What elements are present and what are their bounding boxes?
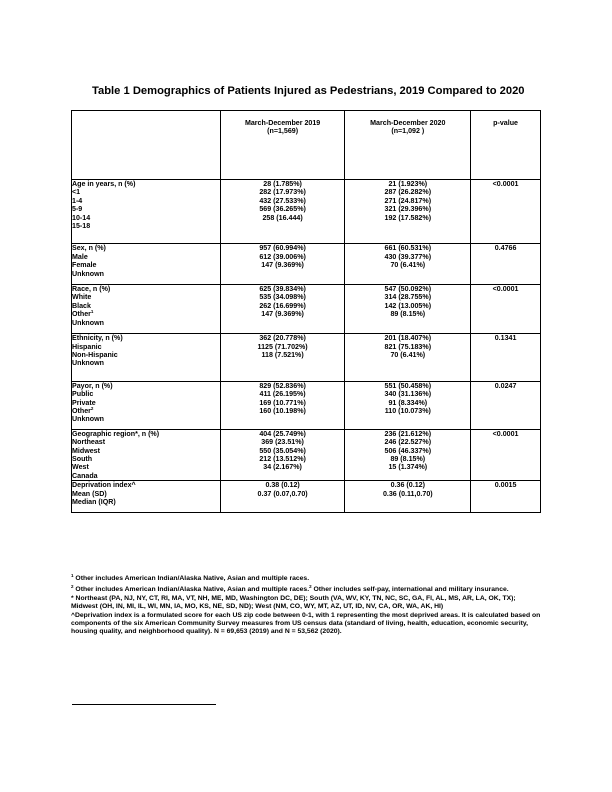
footnote-2-text: Other includes American Indian/Alaska Native, Asian and multiple races.: [73, 586, 310, 594]
values-2019: [220, 180, 345, 244]
value-2019: 535 (34.098%): [259, 293, 306, 302]
value-2020: 246 (22.527%): [384, 438, 432, 447]
header-2019: [220, 111, 345, 180]
row-label-text: 10-14: [72, 213, 91, 222]
row-label-text: Unknown: [72, 318, 104, 327]
footnote-2-mark: 2: [71, 584, 74, 590]
row-label-text: West: [72, 463, 89, 472]
value-2019: 432 (27.533%): [259, 196, 306, 205]
row-label-text: Unknown: [72, 415, 104, 424]
value-2019: 0.37 (0.07,0.70): [257, 489, 308, 498]
row-label: [72, 463, 220, 471]
row-label-text: South: [72, 454, 93, 463]
section-title: Geographic region*, n (%): [72, 429, 160, 438]
row-label-text: Hispanic: [72, 342, 102, 351]
values-2019: [220, 429, 345, 480]
row-label-text: Female: [72, 261, 97, 270]
footnote-region: * Northeast (PA, NJ, NY, CT, RI, MA, VT, NH, ME, MD, Washington DC, DE); South (VA, WV, KY, TN, NC, SC, GA, Fl, AL, MS, AR, LA, OK, TX); Midwest (OH, IN, MI, IL, WI, MN, IA, MO, KS, NE, SD, ND); West (NM, CO, WY, MT, AZ, UT, ID, NV, CA, OR, WA, AK, HI): [71, 594, 516, 611]
value-2019: 612 (39.006%): [259, 252, 306, 261]
value-2020: 661 (60.531%): [384, 244, 432, 253]
row-label-footnote-mark: 1: [90, 309, 94, 315]
section-row: [72, 285, 541, 334]
row-label-text: 1-4: [72, 196, 83, 205]
footnote-separator: [72, 704, 216, 705]
row-label: [72, 270, 220, 278]
value-2020: 430 (39.377%): [384, 252, 432, 261]
row-label: [72, 214, 220, 222]
row-label-text: Northeast: [72, 438, 106, 447]
value-2019: 258 (16.444): [262, 213, 303, 222]
value-2020: 110 (10.073%): [384, 406, 431, 415]
row-label: [72, 447, 220, 455]
row-label: [72, 188, 220, 196]
row-label: [72, 197, 220, 205]
row-label: [72, 455, 220, 463]
footnote-2b-mark: 2: [309, 584, 312, 590]
section-pvalue: 0.0247: [471, 381, 541, 429]
row-label-text: Median (IQR): [72, 498, 116, 506]
row-label: [72, 222, 220, 230]
row-label: [72, 390, 220, 398]
value-2020: 340 (31.136%): [384, 390, 432, 399]
header-2019-period: March-December 2019: [244, 119, 321, 127]
value-2019: 0.38 (0.12): [265, 481, 300, 490]
values-2020: [345, 429, 471, 480]
value-2019: 28 (1.785%): [263, 180, 302, 188]
row-label-footnote-mark: 2: [90, 405, 94, 411]
value-2020: 287 (26.282%): [384, 188, 432, 197]
value-2019: 829 (52.836%): [259, 381, 306, 390]
value-2019: 550 (35.054%): [259, 446, 306, 455]
values-2019: [220, 285, 345, 334]
row-label-text: Black: [72, 301, 91, 310]
values-2019: [220, 334, 345, 382]
value-2019: 625 (39.834%): [259, 285, 306, 294]
row-label: [72, 438, 220, 446]
row-label-text: Canada: [72, 471, 98, 480]
values-2020: [345, 334, 471, 382]
footnote-1-mark: 1: [71, 573, 74, 578]
row-label-text: <1: [72, 188, 81, 197]
section-row: [72, 481, 541, 513]
values-2020: [345, 285, 471, 334]
footnote-1: [71, 575, 541, 583]
values-2020: [345, 481, 471, 513]
values-2020: [345, 381, 471, 429]
row-label: [72, 343, 220, 351]
value-2019: 34 (2.167%): [263, 463, 302, 472]
values-2019: [220, 244, 345, 285]
row-label-text: 5-9: [72, 205, 83, 214]
value-2019: 957 (60.994%): [259, 244, 306, 253]
row-label-text: White: [72, 293, 92, 302]
row-label: [72, 359, 220, 367]
section-row: [72, 429, 541, 480]
value-2019: 1125 (71.702%): [257, 342, 308, 351]
section-pvalue: <0.0001: [471, 180, 541, 244]
value-2019: 369 (23.51%): [261, 438, 304, 447]
demographics-table: [71, 110, 541, 513]
value-2020: 91 (8.334%): [388, 398, 428, 407]
row-label-text: Other: [72, 406, 91, 415]
row-label-text: Non-Hispanic: [72, 350, 118, 359]
section-labels: [72, 244, 221, 285]
section-title: Age in years, n (%): [72, 180, 136, 188]
section-labels: [72, 285, 221, 334]
value-2020: 321 (29.396%): [384, 205, 432, 214]
section-pvalue: 0.4766: [471, 244, 541, 285]
footnote-2: [71, 586, 541, 594]
value-2019: 569 (36.265%): [259, 205, 306, 214]
values-2019: [220, 381, 345, 429]
section-title: Race, n (%): [72, 285, 111, 294]
section-title: Ethnicity, n (%): [72, 334, 123, 343]
section-labels: [72, 381, 221, 429]
footnote-2b-text: Other includes self-pay, international and military insurance.: [311, 586, 509, 594]
row-label: [72, 415, 220, 423]
row-label-text: Public: [72, 390, 94, 399]
row-label-text: Male: [72, 252, 88, 261]
section-row: [72, 244, 541, 285]
value-2020: 142 (13.005%): [384, 301, 432, 310]
section-row: [72, 180, 541, 244]
value-2019: 212 (13.512%): [259, 454, 306, 463]
row-label-text: Unknown: [72, 269, 104, 278]
value-2020: 271 (24.817%): [384, 196, 432, 205]
section-row: [72, 381, 541, 429]
value-2020: 89 (8.15%): [390, 310, 426, 319]
value-2020: 70 (6.41%): [390, 350, 426, 359]
row-label: [72, 261, 220, 269]
header-row: [72, 111, 541, 180]
section-labels: [72, 429, 221, 480]
value-2020: 506 (46.337%): [384, 446, 432, 455]
values-2019: [220, 481, 345, 513]
header-2020: [345, 111, 471, 180]
value-2019: 147 (9.369%): [261, 261, 304, 270]
row-label-text: 15-18: [72, 222, 91, 231]
row-label: [72, 472, 220, 480]
value-2019: 411 (26.195%): [259, 390, 306, 399]
value-2019: 118 (7.521%): [261, 350, 304, 359]
row-label: [72, 253, 220, 261]
value-2020: 821 (75.183%): [384, 342, 432, 351]
section-labels: [72, 180, 221, 244]
value-2020: 0.36 (0.12): [390, 481, 425, 490]
row-label-text: Mean (SD): [72, 489, 107, 498]
value-2020: 551 (50.458%): [384, 381, 432, 390]
header-2019-n: (n=1,569): [267, 127, 299, 136]
footnotes: [71, 575, 541, 640]
row-label: [72, 399, 220, 407]
values-2020: [345, 180, 471, 244]
value-2019: 147 (9.369%): [261, 310, 304, 319]
value-2019: 160 (10.198%): [259, 406, 306, 415]
value-2020: 314 (28.755%): [384, 293, 432, 302]
row-label: [72, 498, 220, 506]
row-label: [72, 293, 220, 301]
row-label: [72, 302, 220, 310]
footnote-deprivation: ^Deprivation index is a formulated score for each US zip code between 0-1, with 1 representing the most deprived areas. It is calculated based on components of the six American Community Survey measures from US census data (standard of living, health, education, economic security, housing quality, and neighborhood quality). N = 69,653 (2019) and N = 53,562 (2020).: [71, 611, 541, 636]
section-row: [72, 334, 541, 382]
section-pvalue: <0.0001: [471, 429, 541, 480]
header-blank-cell: [72, 111, 221, 180]
section-title: Deprivation index^: [72, 481, 136, 490]
row-label-text: Private: [72, 398, 96, 407]
value-2020: 70 (6.41%): [390, 261, 426, 270]
value-2020: 89 (8.15%): [390, 454, 426, 463]
row-label: [72, 490, 220, 498]
value-2020: 21 (1.923%): [388, 180, 428, 188]
row-label-text: Other: [72, 310, 91, 319]
section-labels: [72, 481, 221, 513]
row-label-text: Unknown: [72, 359, 104, 368]
value-2019: 362 (20.778%): [259, 334, 306, 343]
section-labels: [72, 334, 221, 382]
header-2020-period: March-December 2020: [370, 119, 446, 127]
section-pvalue: <0.0001: [471, 285, 541, 334]
value-2019: 404 (25.749%): [259, 429, 306, 438]
value-2020: 15 (1.374%): [388, 463, 428, 472]
table-title: Table 1 Demographics of Patients Injured as Pedestrians, 2019 Compared to 2020: [92, 85, 525, 97]
value-2019: 169 (10.771%): [259, 398, 306, 407]
value-2020: 201 (18.407%): [384, 334, 432, 343]
value-2020: 0.36 (0.11,0.70): [382, 489, 433, 498]
footnote-1-text: Other includes American Indian/Alaska Native, Asian and multiple races.: [73, 575, 310, 582]
value-2019: 262 (16.699%): [259, 301, 306, 310]
row-label: [72, 319, 220, 327]
section-pvalue: 0.1341: [471, 334, 541, 382]
value-2020: 547 (50.092%): [384, 285, 432, 294]
header-2020-n: (n=1,092 ): [391, 127, 425, 136]
row-label: [72, 205, 220, 213]
header-pvalue: p-value: [471, 111, 541, 180]
value-2019: 282 (17.973%): [259, 188, 306, 197]
value-2020: 192 (17.582%): [384, 213, 432, 222]
section-title: Payor, n (%): [72, 381, 113, 390]
row-label: [72, 310, 220, 318]
section-title: Sex, n (%): [72, 244, 106, 253]
value-2020: 236 (21.612%): [384, 429, 432, 438]
row-label-text: Midwest: [72, 446, 100, 455]
section-pvalue: 0.0015: [471, 481, 541, 513]
row-label: [72, 351, 220, 359]
values-2020: [345, 244, 471, 285]
row-label: [72, 407, 220, 415]
